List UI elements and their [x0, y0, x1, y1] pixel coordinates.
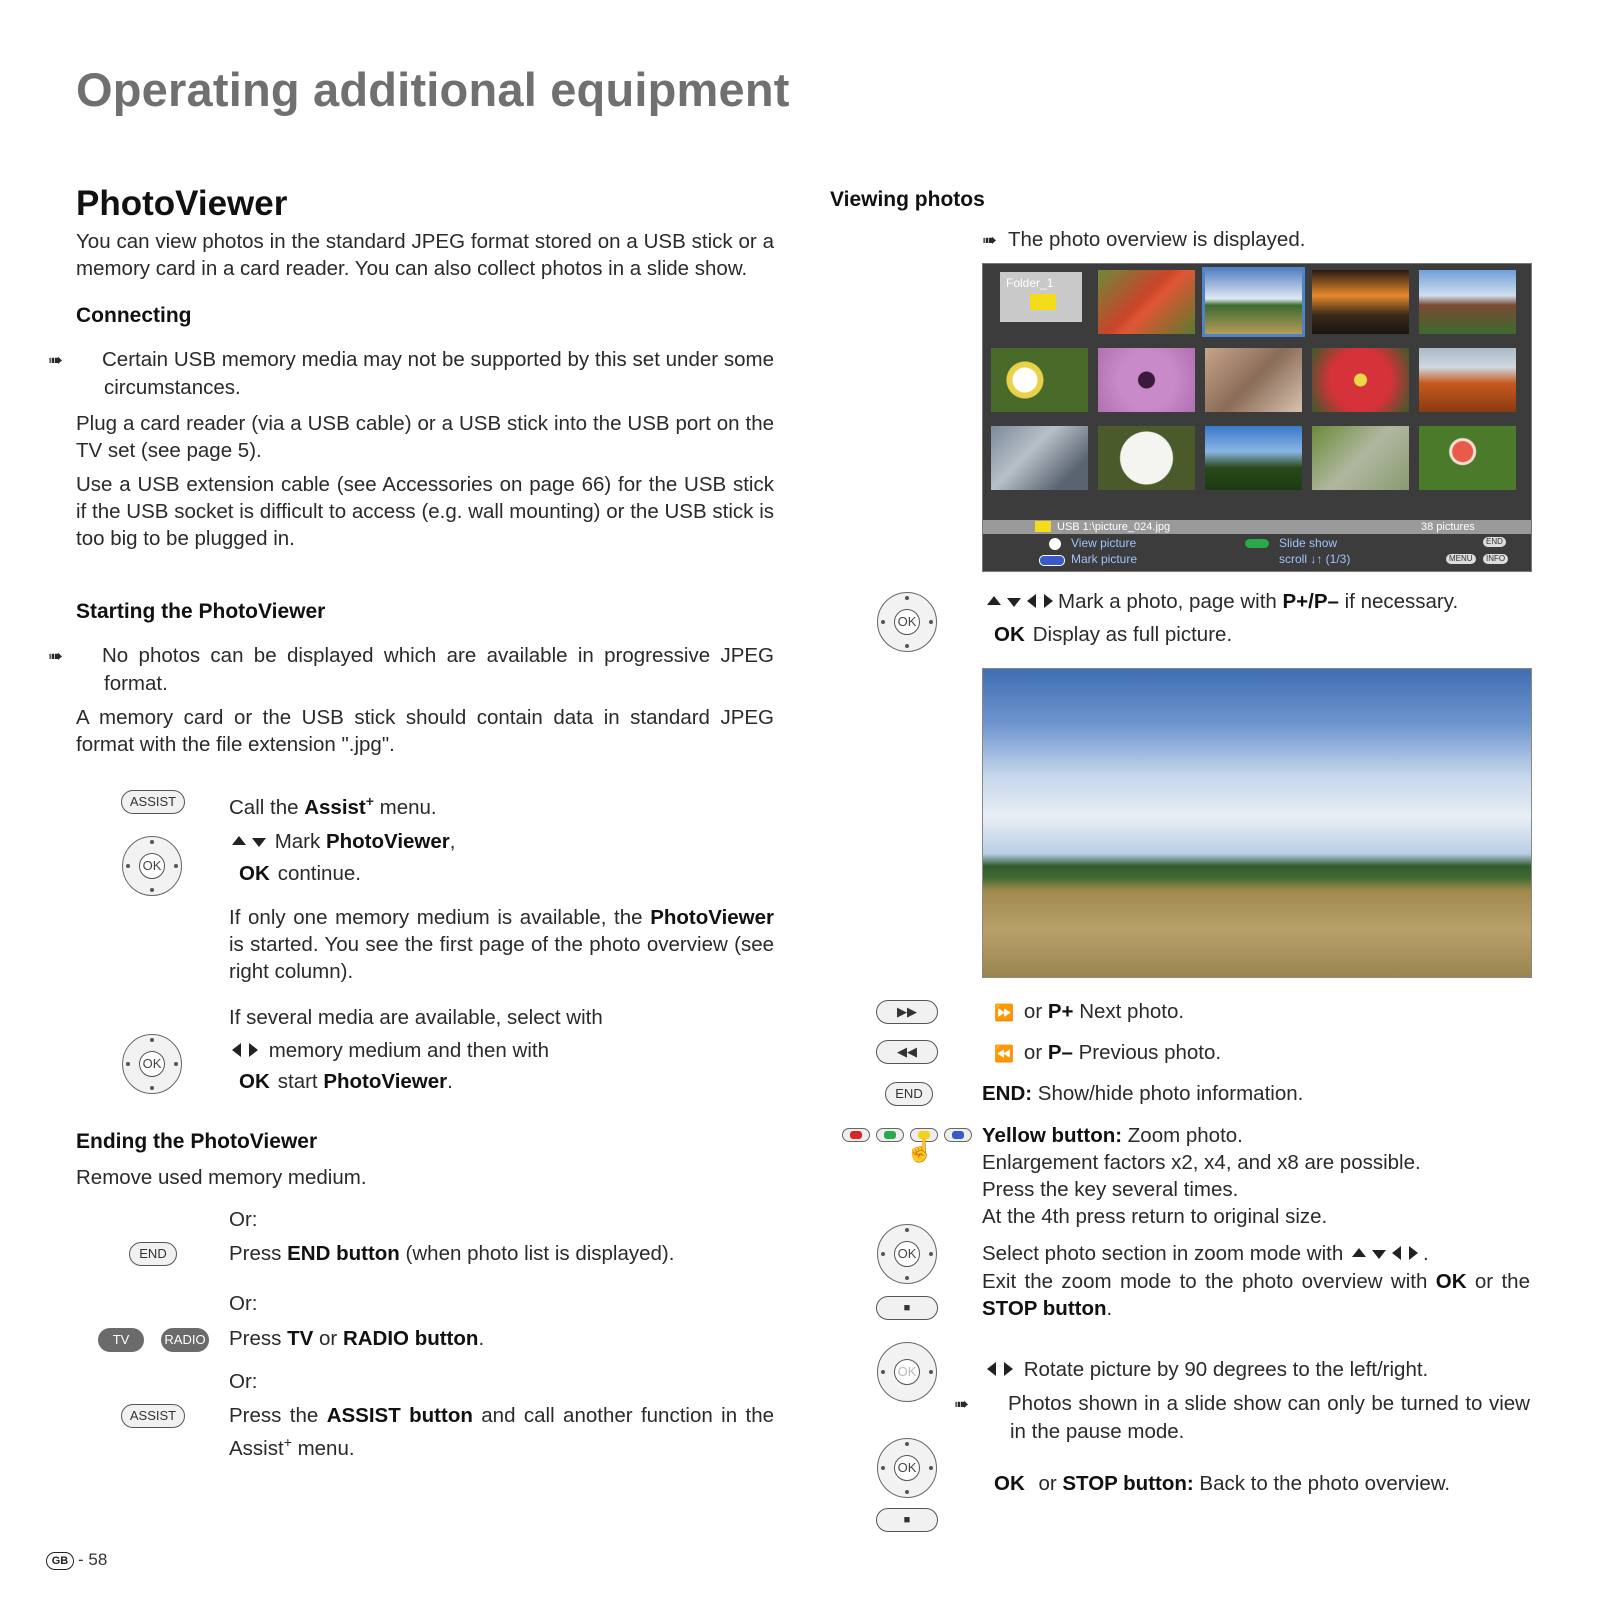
back-overview-text: OK or STOP button: Back to the photo overview. — [994, 1472, 1451, 1495]
tv-button: TV — [98, 1328, 144, 1352]
up-arrow-icon — [232, 836, 246, 845]
screen-slide-show: Slide show — [1279, 536, 1338, 550]
viewing-photos-heading: Viewing photos — [830, 188, 985, 211]
press-tv-radio-text: Press TV or RADIO button. — [229, 1327, 485, 1350]
photo-thumbnail — [1205, 426, 1302, 490]
intro-text: You can view photos in the standard JPEG format stored on a USB stick or a memory card in a card reader. You can also collect photos in a slide show. — [76, 230, 774, 280]
ok-start-text: OK start PhotoViewer. — [239, 1070, 453, 1093]
press-end-text: Press END button (when photo list is displayed). — [229, 1242, 675, 1265]
right-arrow-icon — [249, 1043, 258, 1057]
folder-thumbnail — [1000, 272, 1082, 322]
blue-key-icon — [1039, 555, 1065, 566]
several-media-text: If several media are available, select with — [229, 1006, 603, 1029]
call-assist-text: Call the Assist+ menu. — [229, 793, 437, 819]
end-info-text: END: Show/hide photo information. — [982, 1082, 1304, 1105]
left-arrow-icon — [232, 1043, 241, 1057]
rewind-button: ◀◀ — [876, 1040, 938, 1064]
or-text: Or: — [229, 1370, 258, 1393]
exit-zoom-text: Exit the zoom mode to the photo overview with OK or the STOP button. — [982, 1270, 1530, 1320]
green-button — [876, 1128, 904, 1142]
blue-button — [944, 1128, 972, 1142]
screen-path: USB 1:\picture_024.jpg — [1057, 521, 1171, 533]
ok-icon — [1049, 538, 1061, 550]
right-arrow-icon — [1044, 594, 1053, 608]
mark-photoviewer-text: Mark PhotoViewer, — [229, 828, 455, 855]
press-assist-text: Press the ASSIST button and call another function in the Assist+ menu. — [229, 1404, 775, 1460]
previous-photo-text: ⏪ or P– Previous photo. — [994, 1041, 1222, 1064]
photo-thumbnail — [1312, 270, 1409, 334]
yellow-zoom-text: Yellow button: Zoom photo. — [982, 1124, 1243, 1147]
fast-forward-button: ▶▶ — [876, 1000, 938, 1024]
rotate-text: Rotate picture by 90 degrees to the left/right. — [984, 1356, 1428, 1383]
ok-navigation-button: OK — [877, 1438, 937, 1498]
fast-forward-icon: ⏩ — [994, 1005, 1014, 1022]
photo-thumbnail-selected — [1205, 270, 1302, 334]
ok-navigation-button: OK — [877, 1342, 937, 1402]
stop-button: ■ — [876, 1296, 938, 1320]
zoom-reset-text: At the 4th press return to original size. — [982, 1205, 1328, 1228]
remove-medium-text: Remove used memory medium. — [76, 1166, 367, 1189]
connecting-note-text: Certain USB memory media may not be supported by this set under some circumstances. — [102, 348, 774, 399]
photo-thumbnail — [1098, 426, 1195, 490]
left-arrow-icon — [987, 1362, 996, 1376]
end-button: END — [129, 1242, 177, 1266]
menu-key-icon: MENU — [1446, 554, 1476, 564]
left-arrow-icon — [1027, 594, 1036, 608]
photo-thumbnail — [1419, 270, 1516, 334]
photo-thumbnail — [1098, 270, 1195, 334]
pointing-hand-icon: ☝ — [906, 1138, 934, 1163]
only-one-medium-text: If only one memory medium is available, the PhotoViewer is started. You see the first page of the photo overview (see right column). — [229, 906, 774, 983]
right-arrow-icon — [1004, 1362, 1013, 1376]
photo-thumbnail — [991, 348, 1088, 412]
note-arrow-icon: ➠ — [954, 1394, 970, 1414]
radio-button: RADIO — [161, 1328, 209, 1352]
screen-view-picture: View picture — [1071, 536, 1137, 550]
assist-button: ASSIST — [121, 790, 185, 814]
left-arrow-icon — [1392, 1246, 1401, 1260]
starting-note — [48, 642, 774, 697]
section-title: PhotoViewer — [76, 184, 288, 223]
ok-navigation-button: OK — [877, 1224, 937, 1284]
note-arrow-icon: ➠ — [982, 230, 998, 250]
photo-overview-screen — [982, 263, 1532, 572]
photo-thumbnail — [1312, 426, 1409, 490]
down-arrow-icon — [252, 838, 266, 847]
page-title: Operating additional equipment — [76, 63, 790, 116]
down-arrow-icon — [1372, 1250, 1386, 1259]
ok-navigation-button: OK — [122, 836, 182, 896]
screen-scroll: scroll ↓↑ (1/3) — [1279, 552, 1351, 566]
connecting-heading: Connecting — [76, 304, 192, 327]
full-picture-photo — [982, 668, 1532, 978]
connecting-para1: Plug a card reader (via a USB cable) or a USB stick into the USB port on the TV set (see page 5). — [76, 412, 774, 462]
page-number: - 58 — [78, 1550, 108, 1569]
stop-button: ■ — [876, 1508, 938, 1532]
select-zoom-text: Select photo section in zoom mode with . — [982, 1242, 1429, 1265]
assist-button: ASSIST — [121, 1404, 185, 1428]
or-text: Or: — [229, 1292, 258, 1315]
end-button: END — [885, 1082, 933, 1106]
zoom-factors-text: Enlargement factors x2, x4, and x8 are possible. — [982, 1151, 1421, 1174]
connecting-note — [48, 346, 774, 401]
select-memory-text: memory medium and then with — [229, 1037, 549, 1064]
folder-icon — [1030, 294, 1056, 310]
ok-continue-text: OK continue. — [239, 862, 361, 885]
screen-mark-picture: Mark picture — [1071, 552, 1138, 566]
photo-thumbnail — [991, 426, 1088, 490]
photo-thumbnail — [1312, 348, 1409, 412]
or-text: Or: — [229, 1208, 258, 1231]
folder-icon — [1035, 521, 1051, 532]
photo-thumbnail — [1419, 426, 1516, 490]
ok-navigation-button: OK — [122, 1034, 182, 1094]
starting-note-text: No photos can be displayed which are available in progressive JPEG format. — [102, 644, 774, 695]
connecting-para2: Use a USB extension cable (see Accessories on page 66) for the USB stick if the USB socket is difficult to access (e.g. wall mounting) or the USB stick is too big to be plugged in. — [76, 473, 774, 550]
ending-heading: Ending the PhotoViewer — [76, 1130, 318, 1153]
mark-photo-text: Mark a photo, page with P+/P– if necessary. — [984, 588, 1458, 615]
info-key-icon: INFO — [1483, 554, 1508, 564]
photo-thumbnail — [1098, 348, 1195, 412]
next-photo-text: ⏩ or P+ Next photo. — [994, 1000, 1185, 1023]
green-key-icon — [1245, 539, 1269, 548]
note-arrow-icon: ➠ — [48, 646, 64, 666]
right-arrow-icon — [1409, 1246, 1418, 1260]
up-arrow-icon — [1352, 1248, 1366, 1257]
slide-show-note: ➠ Photos shown in a slide show can only be turned to view in the pause mode. — [954, 1392, 1530, 1443]
country-badge: GB — [46, 1552, 74, 1570]
zoom-press-text: Press the key several times. — [982, 1178, 1239, 1201]
photo-thumbnail — [1205, 348, 1302, 412]
note-arrow-icon: ➠ — [48, 350, 64, 370]
overview-note: ➠ The photo overview is displayed. — [982, 226, 1305, 254]
ok-navigation-button: OK — [877, 592, 937, 652]
screen-status-bar — [983, 520, 1531, 534]
starting-para: A memory card or the USB stick should contain data in standard JPEG format with the file extension ".jpg". — [76, 706, 774, 756]
up-arrow-icon — [987, 596, 1001, 605]
starting-heading: Starting the PhotoViewer — [76, 600, 326, 623]
rewind-icon: ⏪ — [994, 1046, 1014, 1063]
down-arrow-icon — [1007, 598, 1021, 607]
end-key-icon: END — [1483, 537, 1506, 547]
folder-label: Folder_1 — [1006, 276, 1054, 290]
ok-display-text: OK Display as full picture. — [994, 623, 1233, 646]
red-button — [842, 1128, 870, 1142]
photo-thumbnail — [1419, 348, 1516, 412]
screen-count: 38 pictures — [1421, 521, 1475, 533]
